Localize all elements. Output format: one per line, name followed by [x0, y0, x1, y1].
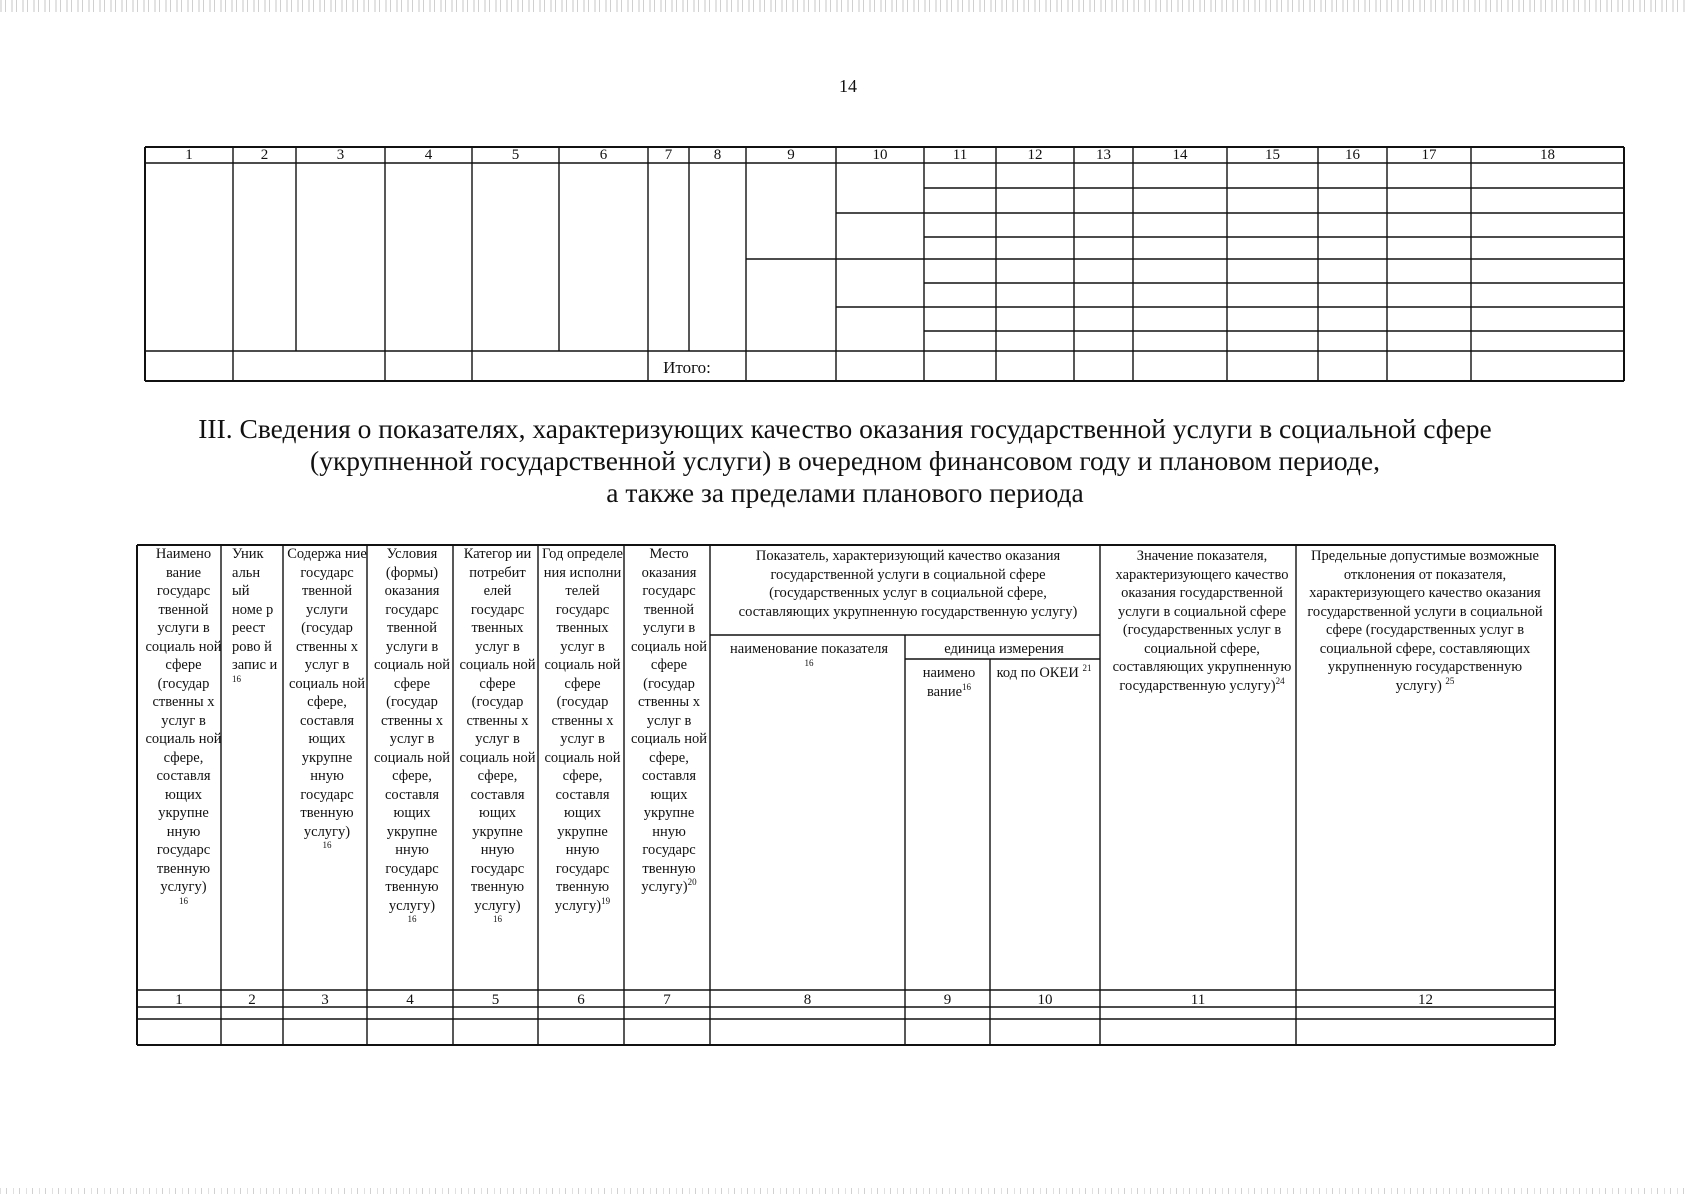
top-table-col-number-18: 18 — [1540, 147, 1555, 163]
section-title-line-3: а также за пределами планового периода — [606, 477, 1084, 508]
top-table-col-number-11: 11 — [952, 147, 968, 163]
table-col-number-7: 7 — [663, 992, 671, 1008]
header-indicator-value: Значение показателя, характеризующего качество оказания государственной услуги в социальной сфере (государственных услуг в социальной сфере, составляющих укрупненную государственную услугу)$^{24}$ — [1112, 548, 1292, 694]
table-col-number-10: 10 — [1037, 992, 1053, 1008]
page-number: 14 — [839, 76, 857, 96]
table-col-number-9: 9 — [943, 992, 952, 1008]
header-registry-number: Уник альн ый номе р реест рово й запис и $^{16}$ — [232, 546, 278, 684]
top-table-col-number-15: 15 — [1265, 147, 1280, 163]
header-unit-name: наимено вание$^{16}$ — [922, 665, 976, 700]
table-col-number-4: 4 — [406, 992, 414, 1008]
header-unit-group: единица измерения — [944, 641, 1064, 657]
table-col-number-8: 8 — [803, 992, 812, 1008]
top-table-col-number-3: 3 — [336, 147, 345, 163]
top-table-col-number-17: 17 — [1421, 147, 1437, 163]
top-table-total-label: Итого: — [663, 358, 711, 377]
header-service-conditions: Условия (формы) оказания государс твенной услуги в социаль ной сфере (государ ственны х услуг в социаль ной сфере, составля ющих укрупне нную государс твенную услугу) $^{16}$ — [373, 546, 450, 925]
section-title-line-1: III. Сведения о показателях, характеризующих качество оказания государственной услуги в социальной сфере — [198, 413, 1492, 444]
top-table-col-number-4: 4 — [424, 147, 433, 163]
top-table-col-number-1: 1 — [185, 147, 193, 163]
top-table-col-number-13: 13 — [1096, 147, 1111, 163]
table-col-number-12: 12 — [1418, 992, 1433, 1008]
header-consumer-categories: Категор ии потребит елей государс твенных услуг в социаль ной сфере (государ ственны х услуг в социаль ной сфере, составля ющих укрупне нную государс твенную услугу) $^{16}$ — [459, 546, 536, 925]
section-title-line-2: (укрупненной государственной услуги) в очередном финансовом году и плановом периоде, — [310, 445, 1380, 476]
header-executor-year: Год определе ния исполни телей государс твенных услуг в социаль ной сфере (государ ственны х услуг в социаль ной сфере, составля ющих укрупне нную государс твенную услугу)$^{19}$ — [542, 546, 623, 914]
table-col-number-5: 5 — [491, 992, 500, 1008]
header-service-place: Место оказания государс твенной услуги в социаль ной сфере (государ ственны х услуг в социаль ной сфере, составля ющих укрупне нную государс твенную услугу)$^{20}$ — [630, 546, 707, 895]
table-col-number-2: 2 — [248, 992, 256, 1008]
table-col-number-11: 11 — [1190, 992, 1206, 1008]
top-table-col-number-16: 16 — [1345, 147, 1360, 163]
header-allowed-deviation: Предельные допустимые возможные отклонения от показателя, характеризующего качество оказания государственной услуги в социальной сфере (государственных услуг в социальной сфере, составляющих укрупненную государственную услугу) $^{25}$ — [1307, 548, 1543, 694]
header-indicator-name: наименование показателя $^{16}$ — [730, 641, 888, 668]
header-okei-code: код по ОКЕИ $^{21}$ — [996, 663, 1092, 681]
top-table-col-number-7: 7 — [664, 147, 673, 163]
header-indicator-group: Показатель, характеризующий качество оказания государственной услуги в социальной сфере (государственных услуг в социальной сфере, составляющих укрупненную государственную услугу) — [738, 548, 1078, 620]
header-service-name: Наимено вание государс твенной услуги в социаль ной сфере (государ ственны х услуг в социаль ной сфере, составля ющих укрупне нную государс твенную услугу) $^{16}$ — [145, 546, 222, 906]
scan-edge-bottom — [0, 1188, 1686, 1194]
top-table-col-number-8: 8 — [713, 147, 722, 163]
top-table-col-number-5: 5 — [511, 147, 520, 163]
table-col-number-1: 1 — [175, 992, 183, 1008]
top-table-col-number-2: 2 — [260, 147, 269, 163]
top-table-col-number-6: 6 — [599, 147, 608, 163]
table-col-number-3: 3 — [321, 992, 329, 1008]
top-table-col-number-10: 10 — [872, 147, 888, 163]
top-table-col-number-12: 12 — [1027, 147, 1043, 163]
top-table-col-number-9: 9 — [787, 147, 795, 163]
table-col-number-6: 6 — [577, 992, 585, 1008]
top-table-col-number-14: 14 — [1172, 147, 1188, 163]
header-service-content: Содержа ние государс твенной услуги (государ ственны х услуг в социаль ной сфере, составля ющих укрупне нную государс твенную услугу) $^{16}$ — [287, 546, 367, 851]
